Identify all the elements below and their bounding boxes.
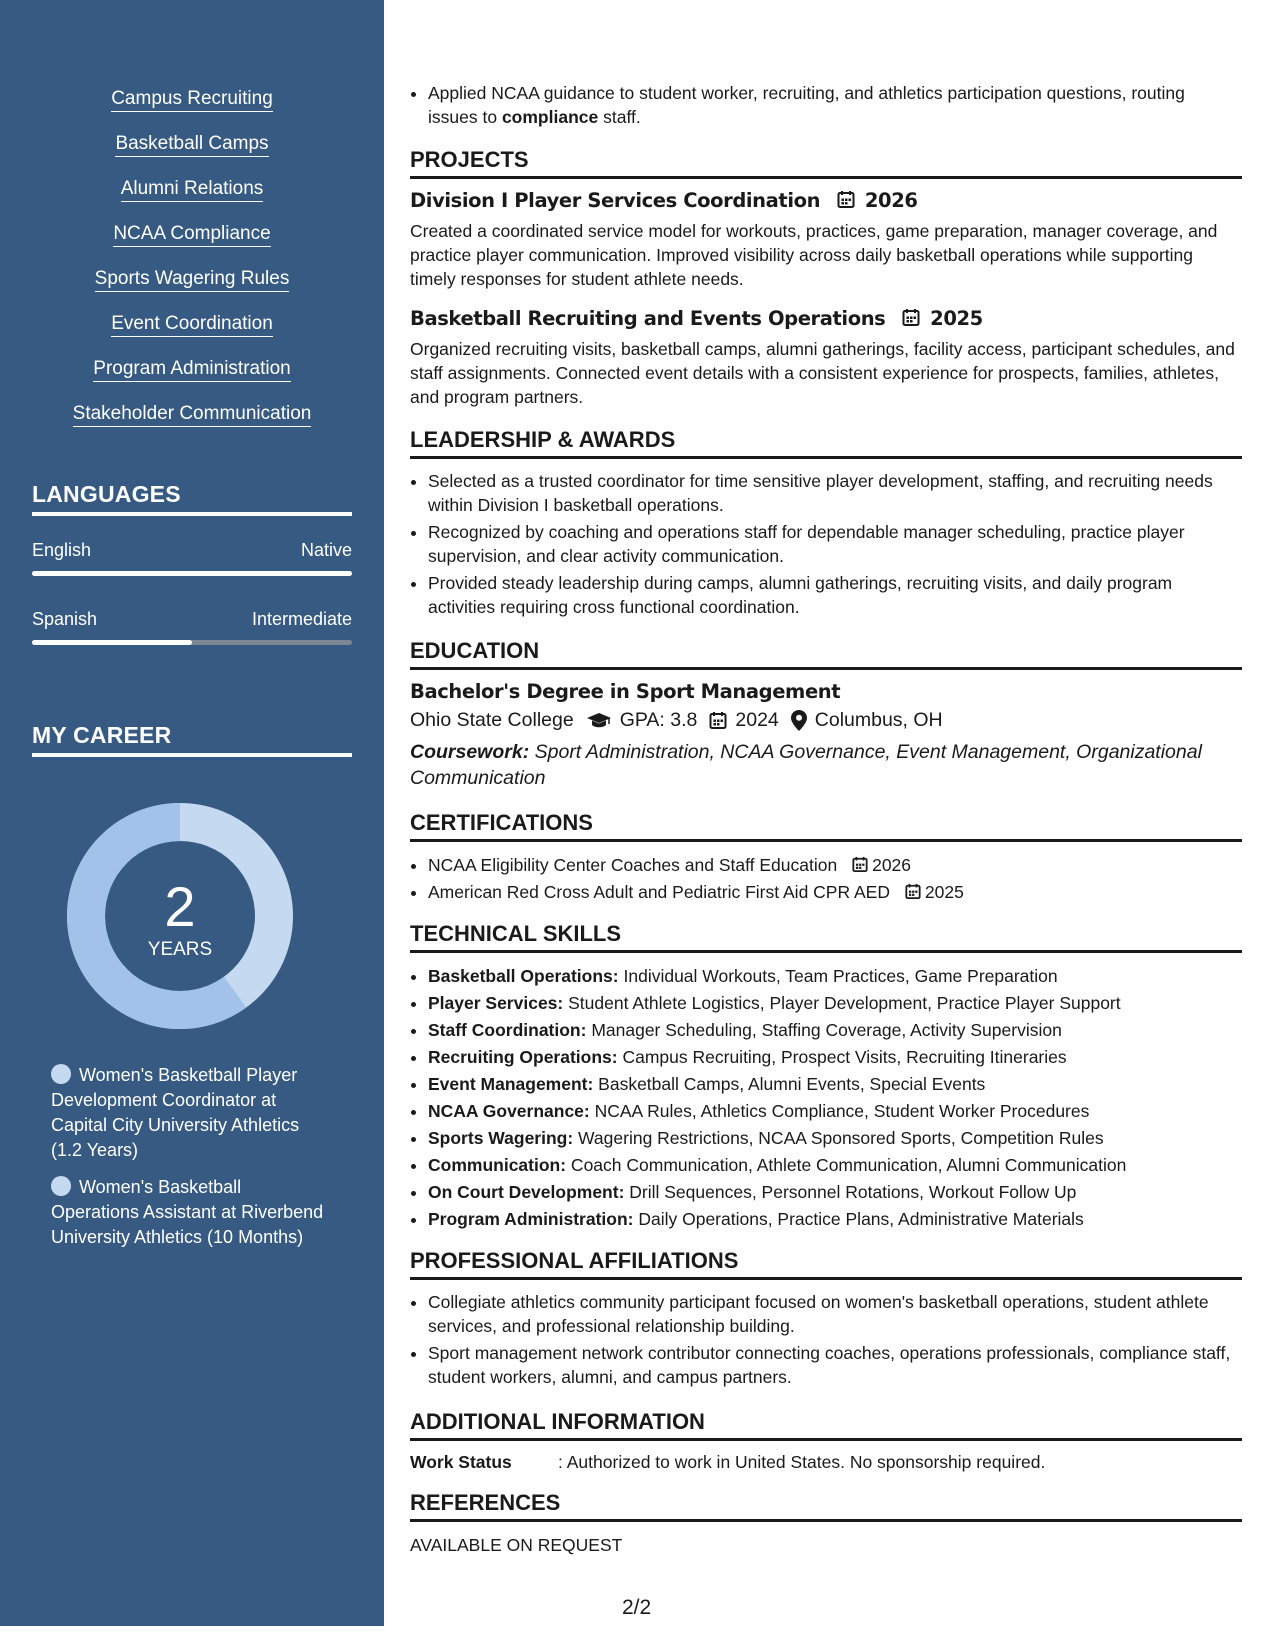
graduation-year: 2024 <box>735 709 779 731</box>
affiliations-list <box>410 1290 1238 1389</box>
project-title: Basketball Recruiting and Events Operations 2025 <box>410 307 983 330</box>
career-entry: Women's Basketball Player Development Coordinator at Capital City University Athletics (1.2 Years) <box>51 1065 300 1160</box>
list-item: • Sport management network contributor connecting coaches, operations professionals, compliance staff, student workers, alumni, and campus partners. <box>428 1341 1238 1389</box>
skill-item: Alumni Relations <box>0 176 384 221</box>
language-bar-spanish <box>32 640 352 645</box>
list-item: • NCAA Governance: NCAA Rules, Athletics Compliance, Student Worker Procedures <box>428 1098 1243 1125</box>
language-bar-fill <box>32 640 192 645</box>
list-item: • Provided steady leadership during camps, alumni gatherings, recruiting visits, and daily program activities requiring cross functional coordination. <box>428 571 1238 619</box>
language-level: Native <box>300 540 352 560</box>
skill-item: Basketball Camps <box>0 131 384 176</box>
project-description: Organized recruiting visits, basketball camps, alumni gatherings, facility access, participant schedules, and staff assignments. Connected event details with a consistent experience for prospects, families, athletes, and program partners. <box>410 339 1235 407</box>
list-item: • NCAA Eligibility Center Coaches and Staff Education 2026 <box>428 853 1238 877</box>
skill-item: Stakeholder Communication <box>0 401 384 446</box>
language-row-english <box>32 540 352 561</box>
career-entry: Women's Basketball Operations Assistant at Riverbend University Athletics (10 Months) <box>51 1177 324 1247</box>
skill-item: NCAA Compliance <box>0 221 384 266</box>
list-item: • American Red Cross Adult and Pediatric First Aid CPR AED 2025 <box>428 880 1238 904</box>
language-name: Spanish <box>32 609 98 629</box>
list-item: • Selected as a trusted coordinator for time sensitive player development, staffing, and recruiting needs within Division I basketball operations. <box>428 469 1238 517</box>
work-status-label: Work Status <box>410 1452 512 1472</box>
skill-item: Sports Wagering Rules <box>0 266 384 311</box>
project-title: Division I Player Services Coordination 2026 <box>410 189 918 212</box>
calendar-icon <box>837 190 855 209</box>
list-item: • Recruiting Operations: Campus Recruiting, Prospect Visits, Recruiting Itineraries <box>428 1044 1243 1071</box>
references-text: AVAILABLE ON REQUEST <box>410 1535 623 1555</box>
leadership-list <box>410 469 1238 619</box>
leadership-heading: LEADERSHIP & AWARDS <box>410 427 1242 459</box>
school-name: Ohio State College <box>410 709 574 731</box>
skill-item: Event Coordination <box>0 311 384 356</box>
career-years-value: 2 <box>164 875 196 938</box>
calendar-icon <box>852 856 868 873</box>
skills-list <box>0 86 384 446</box>
list-item: • Program Administration: Daily Operations, Practice Plans, Administrative Materials <box>428 1206 1243 1233</box>
language-name: English <box>32 540 92 560</box>
list-item: • On Court Development: Drill Sequences, Personnel Rotations, Workout Follow Up <box>428 1179 1243 1206</box>
gpa: GPA: 3.8 <box>619 709 698 731</box>
sidebar <box>0 0 384 1626</box>
language-row-spanish <box>32 609 352 630</box>
education-details <box>410 709 943 732</box>
certifications-list <box>410 853 1238 904</box>
bullet-dot-icon <box>51 1064 71 1084</box>
bullet-dot-icon <box>51 1176 71 1196</box>
career-heading: MY CAREER <box>32 722 352 757</box>
additional-info-heading: ADDITIONAL INFORMATION <box>410 1409 1242 1441</box>
location: Columbus, OH <box>814 709 943 731</box>
graduation-cap-icon <box>586 712 612 730</box>
skill-item: Program Administration <box>0 356 384 401</box>
project-description: Created a coordinated service model for workouts, practices, game preparation, manager coverage, and practice player communication. Improved visibility across daily basketball operations while supporting timely responses for student athlete needs. <box>410 221 1218 289</box>
list-item: • Applied NCAA guidance to student worker, recruiting, and athletics participation questions, routing issues to compliance staff. <box>428 81 1228 129</box>
page-number: 2/2 <box>622 1596 652 1619</box>
list-item: • Player Services: Student Athlete Logistics, Player Development, Practice Player Support <box>428 990 1243 1017</box>
list-item: • Sports Wagering: Wagering Restrictions, NCAA Sponsored Sports, Competition Rules <box>428 1125 1243 1152</box>
list-item: • Event Management: Basketball Camps, Alumni Events, Special Events <box>428 1071 1243 1098</box>
affiliations-heading: PROFESSIONAL AFFILIATIONS <box>410 1248 1242 1280</box>
calendar-icon <box>902 308 920 327</box>
language-level: Intermediate <box>251 609 352 629</box>
list-item: • Collegiate athletics community participant focused on women's basketball operations, student athlete services, and professional relationship building. <box>428 1290 1238 1338</box>
intro-bullet-list <box>410 81 1228 129</box>
list-item: • Staff Coordination: Manager Scheduling, Staffing Coverage, Activity Supervision <box>428 1017 1243 1044</box>
certifications-heading: CERTIFICATIONS <box>410 810 1242 842</box>
projects-heading: PROJECTS <box>410 147 1242 179</box>
coursework: Coursework: Sport Administration, NCAA Governance, Event Management, Organizational Communication <box>410 741 1202 789</box>
list-item: • Communication: Coach Communication, Athlete Communication, Alumni Communication <box>428 1152 1243 1179</box>
calendar-icon <box>905 883 921 900</box>
location-pin-icon <box>791 710 807 731</box>
calendar-icon <box>709 711 727 730</box>
technical-skills-heading: TECHNICAL SKILLS <box>410 921 1242 953</box>
work-status-value: : Authorized to work in United States. No sponsorship required. <box>558 1452 1046 1472</box>
list-item: • Recognized by coaching and operations staff for dependable manager scheduling, practice player supervision, and clear activity communication. <box>428 520 1238 568</box>
language-bar-fill <box>32 571 352 576</box>
career-donut-chart <box>66 802 294 1030</box>
work-status-row <box>410 1450 1242 1474</box>
technical-skills-list <box>410 963 1243 1233</box>
degree-title: Bachelor's Degree in Sport Management <box>410 680 841 703</box>
education-heading: EDUCATION <box>410 638 1242 670</box>
references-heading: REFERENCES <box>410 1490 1242 1522</box>
career-years-label: YEARS <box>147 939 213 960</box>
skill-item: Campus Recruiting <box>0 86 384 131</box>
languages-heading: LANGUAGES <box>32 481 352 516</box>
language-bar-english <box>32 571 352 576</box>
list-item: • Basketball Operations: Individual Workouts, Team Practices, Game Preparation <box>428 963 1243 990</box>
